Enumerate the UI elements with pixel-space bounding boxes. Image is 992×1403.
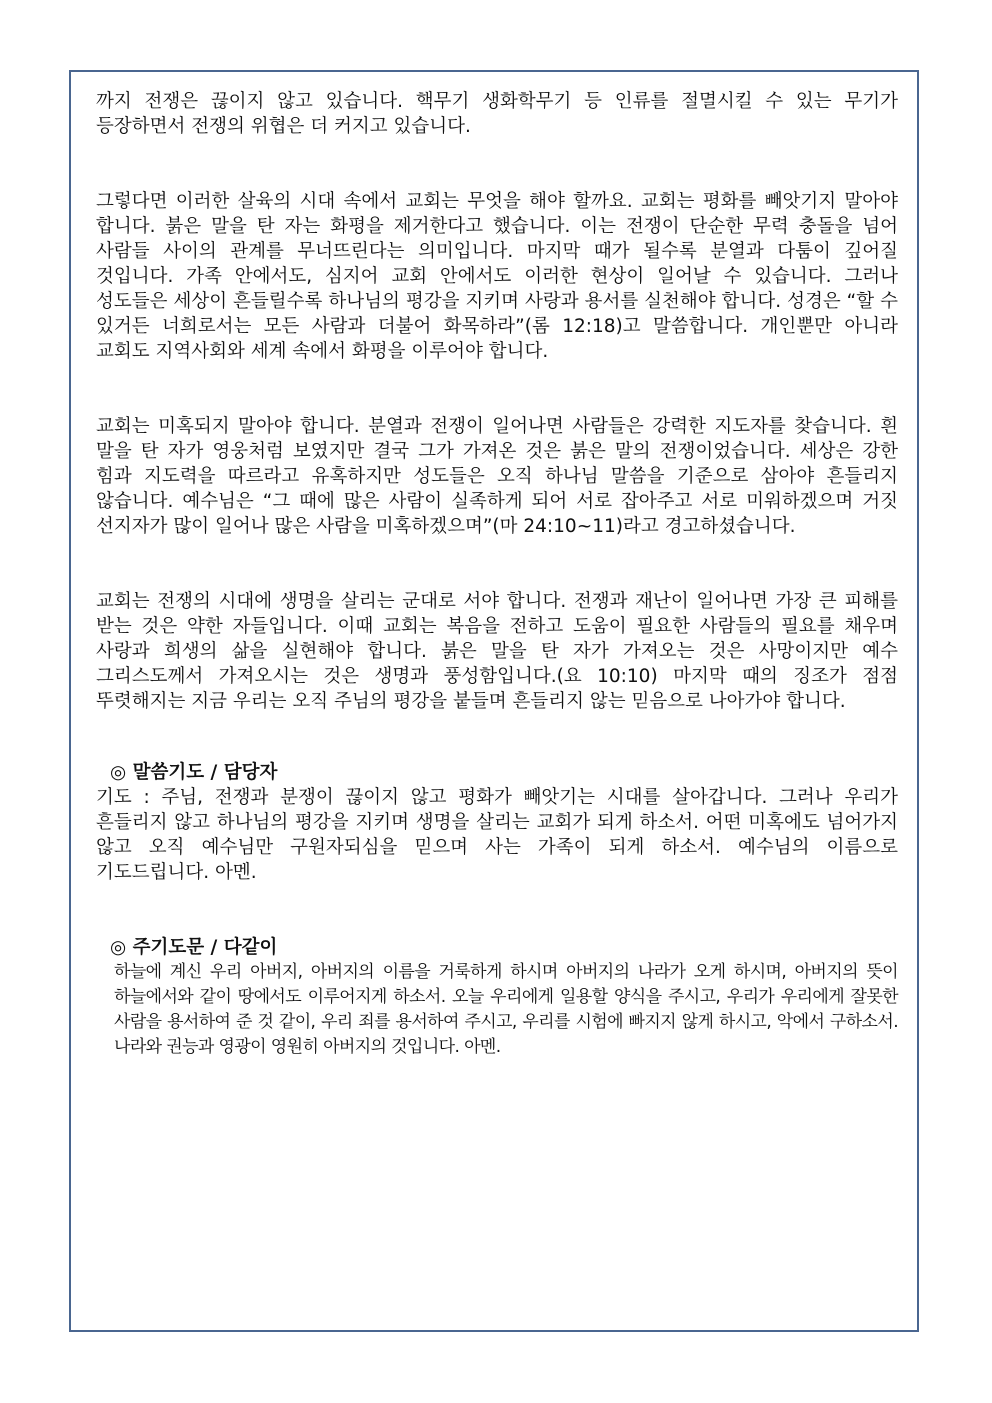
lords-prayer-heading: ◎ 주기도문 / 다같이 [110,937,278,958]
document-body [96,89,898,1060]
paragraph-spacer [96,364,898,414]
prayer-heading: ◎ 말씀기도 / 담당자 [110,762,278,783]
lords-prayer-body: 하늘에 계신 우리 아버지, 아버지의 이름을 거룩하게 하시며 아버지의 나라가 오게 하시며, 아버지의 뜻이 하늘에서와 같이 땅에서도 이루어지게 하소서. 오늘 우리에게 일용할 양식을 주시고, 우리가 우리에게 잘못한 사람을 용서하여 준 것 같이, 우리 죄를 용서하여 주시고, 우리를 시험에 빠지지 않게 하시고, 악에서 구하소서. 나라와 권능과 영광이 영원히 아버지의 것입니다. 아멘. [114,962,898,1057]
paragraph-spacer [96,714,898,760]
section-spacer [96,885,898,935]
paragraph-not-deceived: 교회는 미혹되지 말아야 합니다. 분열과 전쟁이 일어나면 사람들은 강력한 지도자를 찾습니다. 흰 말을 탄 자가 영웅처럼 보였지만 결국 그가 가져온 것은 붉은 말의 전쟁이었습니다. 세상은 강한 힘과 지도력을 따르라고 유혹하지만 성도들은 오직 하나님 말씀을 기준으로 삼아야 흔들리지 않습니다. 예수님은 “그 때에 많은 사람이 실족하게 되어 서로 잡아주고 서로 미워하겠으며 거짓 선지자가 많이 일어나 많은 사람을 미혹하겠으며”(마 24:10~11)라고 경고하셨습니다. [96,416,898,537]
paragraph-spacer [96,139,898,189]
paragraph-keep-peace: 그렇다면 이러한 살육의 시대 속에서 교회는 무엇을 해야 할까요. 교회는 평화를 빼앗기지 말아야 합니다. 붉은 말을 탄 자는 화평을 제거한다고 했습니다. 이는 전쟁이 단순한 무력 충돌을 넘어 사람들 사이의 관계를 무너뜨린다는 의미입니다. 마지막 때가 될수록 분열과 다툼이 깊어질 것입니다. 가족 안에서도, 심지어 교회 안에서도 이러한 현상이 일어날 수 있습니다. 그러나 성도들은 세상이 흔들릴수록 하나님의 평강을 지키며 사랑과 용서를 실천해야 합니다. 성경은 “할 수 있거든 너희로서는 모든 사람과 더불어 화목하라”(롬 12:18)고 말씀합니다. 개인뿐만 아니라 교회도 지역사회와 세계 속에서 화평을 이루어야 합니다. [96,191,898,362]
prayer-body: 기도 : 주님, 전쟁과 분쟁이 끊이지 않고 평화가 빼앗기는 시대를 살아갑니다. 그러나 우리가 흔들리지 않고 하나님의 평강을 지키며 생명을 살리는 교회가 되게 하소서. 어떤 미혹에도 넘어가지 않고 오직 예수님만 구원자되심을 믿으며 사는 가족이 되게 하소서. 예수님의 이름으로 기도드립니다. 아멘. [96,787,898,883]
paragraph-life-saving-army: 교회는 전쟁의 시대에 생명을 살리는 군대로 서야 합니다. 전쟁과 재난이 일어나면 가장 큰 피해를 받는 것은 약한 자들입니다. 이때 교회는 복음을 전하고 도움이 필요한 사람들의 필요를 채우며 사랑과 희생의 삶을 실현해야 합니다. 붉은 말을 탄 자가 가져오는 것은 사망이지만 예수 그리스도께서 가져오시는 것은 생명과 풍성함입니다.(요 10:10) 마지막 때의 징조가 점점 뚜렷해지는 지금 우리는 오직 주님의 평강을 붙들며 흔들리지 않는 믿음으로 나아가야 합니다. [96,591,898,712]
paragraph-war-threat: 까지 전쟁은 끊이지 않고 있습니다. 핵무기 생화학무기 등 인류를 절멸시킬 수 있는 무기가 등장하면서 전쟁의 위협은 더 커지고 있습니다. [96,91,898,137]
paragraph-spacer [96,539,898,589]
